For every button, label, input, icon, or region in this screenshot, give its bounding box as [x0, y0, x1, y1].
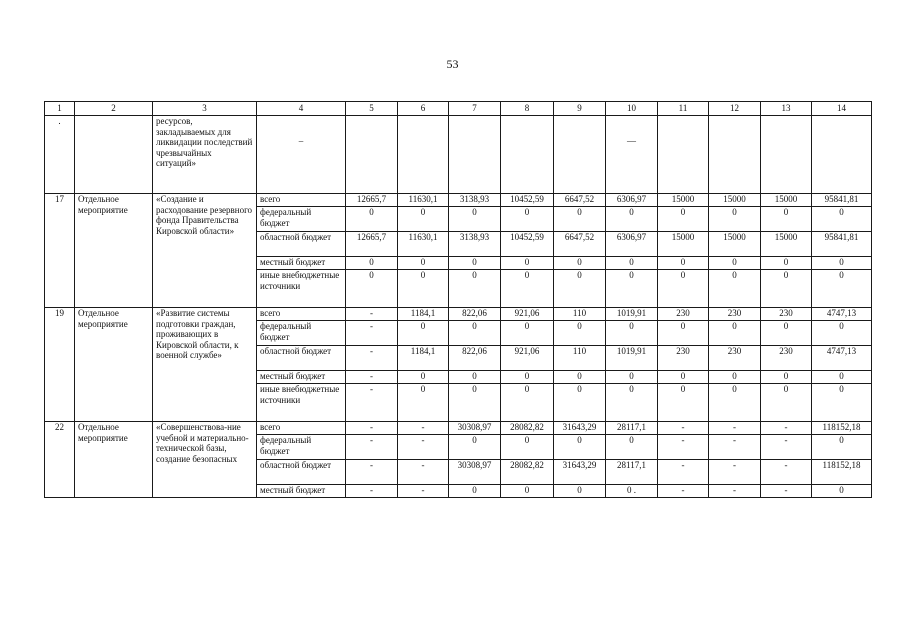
value-cell: 0	[449, 270, 501, 308]
value-cell: 0	[554, 371, 606, 384]
value-cell: 0	[761, 270, 812, 308]
value-cell: -	[658, 460, 709, 485]
value-cell: 0	[606, 384, 658, 422]
value-cell: 0	[449, 207, 501, 232]
value-cell: 0	[554, 384, 606, 422]
funding-source: иные внебюджетные источники	[257, 384, 346, 422]
value-cell: 0	[501, 257, 554, 270]
table-body	[45, 102, 872, 498]
value-cell: -	[346, 435, 398, 460]
value-cell: 15000	[709, 194, 761, 207]
value-cell: 3138,93	[449, 194, 501, 207]
activity-title: «Развитие системы подготовки граждан, проживающих в Кировской области, к военной службе»	[153, 308, 257, 422]
value-cell: 0	[761, 257, 812, 270]
activity-number: 19	[45, 308, 75, 422]
funding-source: областной бюджет	[257, 232, 346, 257]
value-cell: 0	[812, 207, 872, 232]
value-cell: -	[346, 485, 398, 498]
activity-title: «Совершенствова-ние учебной и материально-технической базы, создание безопасных	[153, 422, 257, 498]
column-header: 2	[75, 102, 153, 116]
value-cell: -	[346, 460, 398, 485]
continuation-number: .	[45, 116, 75, 194]
value-cell: 10452,59	[501, 232, 554, 257]
value-cell: 0	[812, 371, 872, 384]
value-cell: 0	[709, 384, 761, 422]
value-cell: 6647,52	[554, 194, 606, 207]
table-row	[45, 194, 872, 207]
value-cell: 0	[812, 321, 872, 346]
funding-source: федеральный бюджет	[257, 435, 346, 460]
column-header: 5	[346, 102, 398, 116]
value-cell: 30308,97	[449, 460, 501, 485]
value-cell: 28117,1	[606, 460, 658, 485]
value-cell: 0	[658, 270, 709, 308]
value-cell: 0	[449, 257, 501, 270]
empty-cell	[346, 116, 398, 194]
value-cell: 12665,7	[346, 232, 398, 257]
funding-source: областной бюджет	[257, 460, 346, 485]
funding-source: иные внебюджетные источники	[257, 270, 346, 308]
value-cell: 921,06	[501, 346, 554, 371]
value-cell: -	[346, 422, 398, 435]
value-cell: 230	[709, 308, 761, 321]
value-cell: -	[398, 485, 449, 498]
funding-source: местный бюджет	[257, 257, 346, 270]
value-cell: 0	[812, 257, 872, 270]
value-cell: 0	[812, 384, 872, 422]
value-cell: -	[346, 321, 398, 346]
value-cell: 0	[501, 435, 554, 460]
value-cell: 230	[658, 308, 709, 321]
empty-cell	[398, 116, 449, 194]
value-cell: 0	[761, 207, 812, 232]
value-cell: 118152,18	[812, 460, 872, 485]
continuation-mark-cell	[606, 116, 658, 194]
value-cell: 0	[449, 321, 501, 346]
value-cell: 95841,81	[812, 232, 872, 257]
empty-cell	[812, 116, 872, 194]
empty-cell	[709, 116, 761, 194]
funding-source: местный бюджет	[257, 485, 346, 498]
budget-table	[44, 101, 872, 498]
value-cell: 110	[554, 346, 606, 371]
continuation-description: ресурсов, закладываемых для ликвидации последствий чрезвычайных ситуаций»	[153, 116, 257, 194]
column-header: 6	[398, 102, 449, 116]
value-cell: 0	[709, 207, 761, 232]
empty-cell	[75, 116, 153, 194]
value-cell: 11630,1	[398, 232, 449, 257]
value-cell: 31643,29	[554, 460, 606, 485]
value-cell: 6306,97	[606, 232, 658, 257]
table-row	[45, 308, 872, 321]
value-cell: 0	[709, 371, 761, 384]
activity-type: Отдельное мероприятие	[75, 422, 153, 498]
value-cell: -	[761, 435, 812, 460]
value-cell: 0	[554, 270, 606, 308]
empty-cell	[501, 116, 554, 194]
value-cell: 95841,81	[812, 194, 872, 207]
column-header: 13	[761, 102, 812, 116]
value-cell: 6647,52	[554, 232, 606, 257]
value-cell: 0	[346, 270, 398, 308]
empty-cell	[554, 116, 606, 194]
value-cell: 0	[398, 270, 449, 308]
column-header-row	[45, 102, 872, 116]
funding-source: федеральный бюджет	[257, 321, 346, 346]
value-cell: 230	[761, 308, 812, 321]
value-cell: -	[709, 460, 761, 485]
continuation-mark: —	[627, 136, 636, 146]
continuation-mark: –	[298, 136, 304, 146]
value-cell: 822,06	[449, 308, 501, 321]
value-cell: 0	[812, 270, 872, 308]
value-cell: 11630,1	[398, 194, 449, 207]
value-cell: 0	[554, 321, 606, 346]
value-cell: 0	[709, 270, 761, 308]
value-cell: 0	[709, 321, 761, 346]
value-cell: 0	[398, 384, 449, 422]
activity-type: Отдельное мероприятие	[75, 194, 153, 308]
value-cell: 0 .	[606, 485, 658, 498]
value-cell: -	[709, 485, 761, 498]
value-cell: 0	[501, 207, 554, 232]
value-cell: 110	[554, 308, 606, 321]
funding-source: федеральный бюджет	[257, 207, 346, 232]
column-header: 9	[554, 102, 606, 116]
value-cell: 0	[606, 257, 658, 270]
value-cell: 0	[658, 257, 709, 270]
activity-number: 22	[45, 422, 75, 498]
value-cell: 230	[761, 346, 812, 371]
value-cell: 0	[709, 257, 761, 270]
value-cell: 0	[658, 321, 709, 346]
value-cell: 822,06	[449, 346, 501, 371]
column-header: 4	[257, 102, 346, 116]
value-cell: 230	[658, 346, 709, 371]
column-header: 10	[606, 102, 658, 116]
value-cell: 0	[449, 384, 501, 422]
value-cell: 28117,1	[606, 422, 658, 435]
value-cell: 28082,82	[501, 422, 554, 435]
value-cell: -	[346, 346, 398, 371]
value-cell: 0	[501, 384, 554, 422]
column-header: 8	[501, 102, 554, 116]
value-cell: 0	[606, 270, 658, 308]
empty-cell	[761, 116, 812, 194]
value-cell: -	[658, 435, 709, 460]
value-cell: -	[398, 460, 449, 485]
value-cell: 0	[812, 485, 872, 498]
activity-title: «Создание и расходование резервного фонда Правительства Кировской области»	[153, 194, 257, 308]
value-cell: -	[709, 435, 761, 460]
value-cell: 1184,1	[398, 308, 449, 321]
value-cell: 0	[761, 321, 812, 346]
value-cell: 0	[554, 257, 606, 270]
value-cell: 0	[501, 321, 554, 346]
continuation-row	[45, 116, 872, 194]
value-cell: 31643,29	[554, 422, 606, 435]
value-cell: 0	[761, 371, 812, 384]
funding-source: всего	[257, 422, 346, 435]
value-cell: 0	[812, 435, 872, 460]
value-cell: 15000	[761, 232, 812, 257]
value-cell: 0	[554, 485, 606, 498]
value-cell: 15000	[658, 232, 709, 257]
value-cell: 0	[606, 321, 658, 346]
value-cell: -	[761, 485, 812, 498]
value-cell: 0	[606, 435, 658, 460]
funding-source: областной бюджет	[257, 346, 346, 371]
value-cell: 0	[346, 207, 398, 232]
value-cell: 0	[606, 371, 658, 384]
activity-number: 17	[45, 194, 75, 308]
value-cell: 0	[658, 384, 709, 422]
column-header: 11	[658, 102, 709, 116]
value-cell: 1184,1	[398, 346, 449, 371]
value-cell: -	[658, 485, 709, 498]
value-cell: 1019,91	[606, 308, 658, 321]
continuation-mark-cell	[257, 116, 346, 194]
value-cell: -	[346, 384, 398, 422]
value-cell: -	[658, 422, 709, 435]
value-cell: 0	[501, 270, 554, 308]
value-cell: 0	[606, 207, 658, 232]
value-cell: 1019,91	[606, 346, 658, 371]
activity-type: Отдельное мероприятие	[75, 308, 153, 422]
funding-source: всего	[257, 194, 346, 207]
value-cell: 6306,97	[606, 194, 658, 207]
value-cell: 0	[449, 371, 501, 384]
value-cell: 28082,82	[501, 460, 554, 485]
column-header: 14	[812, 102, 872, 116]
value-cell: 4747,13	[812, 346, 872, 371]
value-cell: 3138,93	[449, 232, 501, 257]
value-cell: 0	[658, 207, 709, 232]
value-cell: 0	[761, 384, 812, 422]
value-cell: 0	[398, 207, 449, 232]
column-header: 1	[45, 102, 75, 116]
value-cell: 15000	[761, 194, 812, 207]
value-cell: 0	[449, 485, 501, 498]
value-cell: 15000	[658, 194, 709, 207]
funding-source: всего	[257, 308, 346, 321]
value-cell: 0	[501, 371, 554, 384]
value-cell: -	[761, 422, 812, 435]
value-cell: 0	[658, 371, 709, 384]
value-cell: -	[346, 371, 398, 384]
value-cell: 10452,59	[501, 194, 554, 207]
value-cell: 118152,18	[812, 422, 872, 435]
value-cell: -	[346, 308, 398, 321]
table-row	[45, 422, 872, 435]
value-cell: -	[398, 435, 449, 460]
column-header: 7	[449, 102, 501, 116]
page-number: 53	[446, 57, 459, 71]
value-cell: -	[761, 460, 812, 485]
value-cell: 0	[398, 257, 449, 270]
column-header: 12	[709, 102, 761, 116]
value-cell: 4747,13	[812, 308, 872, 321]
value-cell: 921,06	[501, 308, 554, 321]
empty-cell	[449, 116, 501, 194]
value-cell: 0	[398, 371, 449, 384]
value-cell: 12665,7	[346, 194, 398, 207]
value-cell: 0	[398, 321, 449, 346]
value-cell: 0	[346, 257, 398, 270]
empty-cell	[658, 116, 709, 194]
value-cell: 230	[709, 346, 761, 371]
value-cell: 0	[449, 435, 501, 460]
column-header: 3	[153, 102, 257, 116]
value-cell: 0	[554, 435, 606, 460]
value-cell: 15000	[709, 232, 761, 257]
value-cell: 0	[501, 485, 554, 498]
value-cell: -	[709, 422, 761, 435]
value-cell: 0	[554, 207, 606, 232]
value-cell: 30308,97	[449, 422, 501, 435]
funding-source: местный бюджет	[257, 371, 346, 384]
value-cell: -	[398, 422, 449, 435]
